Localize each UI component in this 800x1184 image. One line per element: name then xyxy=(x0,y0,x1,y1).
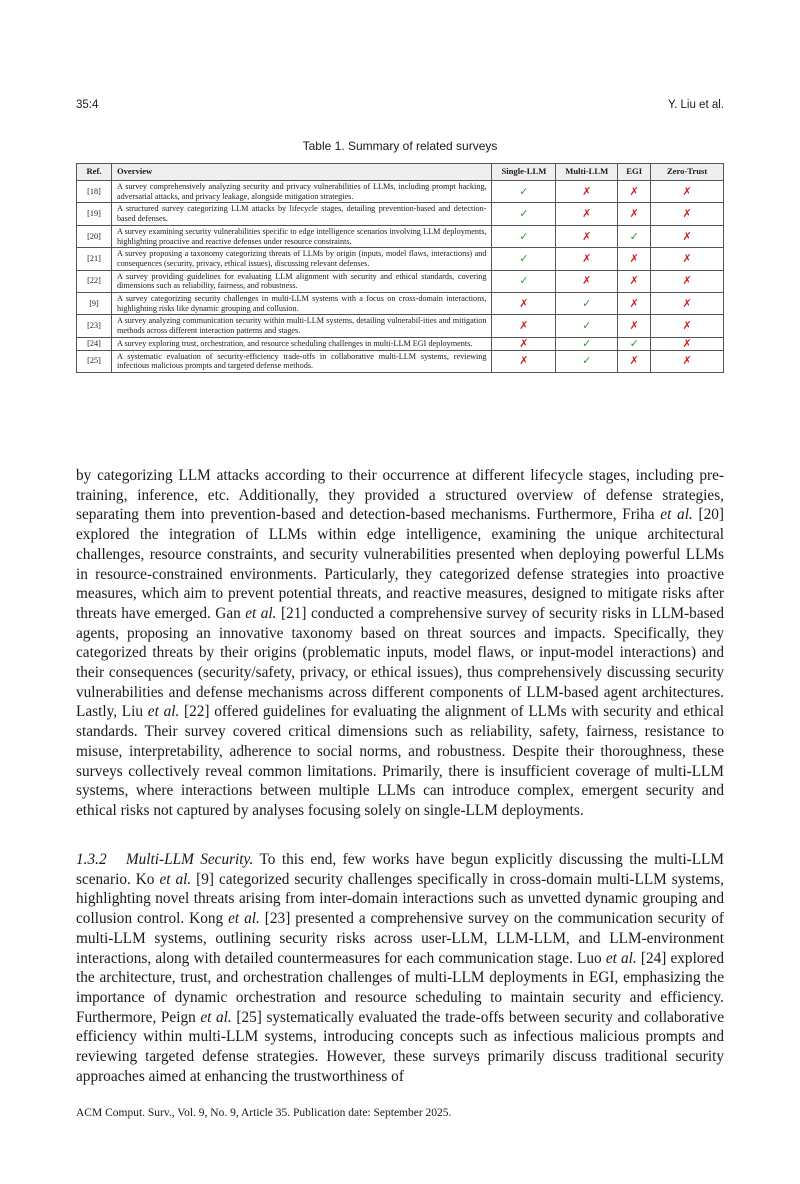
multi-llm-mark: ✗ xyxy=(556,270,618,292)
overview-cell: A survey providing guidelines for evaluating LLM alignment with security and ethical standards, covering dimensions such as reliability, fairness, and robustness. xyxy=(111,270,492,292)
ref-cell: [19] xyxy=(77,203,112,225)
et-al: et al. xyxy=(200,1008,232,1026)
multi-llm-mark: ✓ xyxy=(556,350,618,372)
page-footer: ACM Comput. Surv., Vol. 9, No. 9, Article 35. Publication date: September 2025. xyxy=(76,1107,452,1119)
paragraph-multi-llm-security xyxy=(76,850,724,1086)
egi-mark: ✗ xyxy=(618,293,651,315)
ref-cell: [25] xyxy=(77,350,112,372)
section-number: 1.3.2 xyxy=(76,851,107,868)
single-llm-mark: ✓ xyxy=(492,203,556,225)
table-row xyxy=(77,315,724,337)
table-row xyxy=(77,350,724,372)
egi-mark: ✗ xyxy=(618,248,651,270)
egi-mark: ✗ xyxy=(618,315,651,337)
header-overview: Overview xyxy=(111,164,492,181)
egi-mark: ✗ xyxy=(618,181,651,203)
single-llm-mark: ✗ xyxy=(492,293,556,315)
egi-mark: ✓ xyxy=(618,225,651,247)
single-llm-mark: ✗ xyxy=(492,350,556,372)
header-ref: Ref. xyxy=(77,164,112,181)
header-multi-llm: Multi-LLM xyxy=(556,164,618,181)
overview-cell: A survey analyzing communication security within multi-LLM systems, detailing vulnerabil-ities and mitigation methods across different interaction patterns and stages. xyxy=(111,315,492,337)
header-zero-trust: Zero-Trust xyxy=(651,164,724,181)
section-title: Multi-LLM Security. xyxy=(125,851,254,868)
ref-cell: [18] xyxy=(77,181,112,203)
text-run: [9] categorized security challenges specifically in cross-domain multi-LLM systems, highlighting novel threats arising from inter-domain interactions such as unvetted dynamic grouping and collusion control. Kong xyxy=(76,870,725,928)
table-row xyxy=(77,181,724,203)
single-llm-mark: ✓ xyxy=(492,225,556,247)
single-llm-mark: ✓ xyxy=(492,270,556,292)
egi-mark: ✗ xyxy=(618,270,651,292)
zero-trust-mark: ✗ xyxy=(651,225,724,247)
text-run: [25] systematically evaluated the trade-offs between security and collaborative efficiency within multi-LLM systems, introducing concepts such as infectious malicious prompts and reviewing targeted defense strategies. However, these surveys primarily discuss traditional security approaches aimed at enhancing the trustworthiness of xyxy=(76,1008,724,1085)
zero-trust-mark: ✗ xyxy=(651,270,724,292)
et-al: et al. xyxy=(159,870,192,888)
table-row xyxy=(77,337,724,350)
overview-cell: A survey categorizing security challenges in multi-LLM systems with a focus on cross-domain interactions, highlighting risks like dynamic grouping and collusion. xyxy=(111,293,492,315)
zero-trust-mark: ✗ xyxy=(651,293,724,315)
text-run: [21] conducted a comprehensive survey of security risks in LLM-based agents, proposing an innovative taxonomy based on threat sources and impacts. Specifically, they categorized threats by their origins (problematic inputs, model flaws, or input-model interactions) and their consequences (security/safety, privacy, or ethical issues), thus comprehensively discussing security vulnerabilities and defense mechanisms across different components of LLM-based agent architectures. Lastly, Liu xyxy=(76,604,724,721)
table-row xyxy=(77,248,724,270)
ref-cell: [9] xyxy=(77,293,112,315)
page-number: 35:4 xyxy=(76,99,99,111)
overview-cell: A systematic evaluation of security-efficiency trade-offs in collaborative multi-LLM systems, reviewing infectious malicious prompts and targeted defense methods. xyxy=(111,350,492,372)
egi-mark: ✓ xyxy=(618,337,651,350)
zero-trust-mark: ✗ xyxy=(651,350,724,372)
zero-trust-mark: ✗ xyxy=(651,337,724,350)
ref-cell: [21] xyxy=(77,248,112,270)
text-run: [24] explored the architecture, trust, and orchestration challenges of multi-LLM deployments in EGI, emphasizing the importance of dynamic orchestration and resource scheduling to maintain security and efficiency. Furthermore, Peign xyxy=(76,949,725,1026)
paragraph-single-llm-surveys xyxy=(76,466,724,821)
running-head-authors: Y. Liu et al. xyxy=(667,99,724,111)
table-header-row xyxy=(77,164,724,181)
overview-cell: A structured survey categorizing LLM attacks by lifecycle stages, detailing prevention-based and detection-based defenses. xyxy=(111,203,492,225)
table-row xyxy=(77,203,724,225)
egi-mark: ✗ xyxy=(618,203,651,225)
table-caption: Table 1. Summary of related surveys xyxy=(302,139,498,153)
table-row xyxy=(77,270,724,292)
et-al: et al. xyxy=(228,910,260,928)
table-body xyxy=(77,181,724,373)
header-single-llm: Single-LLM xyxy=(492,164,556,181)
multi-llm-mark: ✓ xyxy=(556,293,618,315)
zero-trust-mark: ✗ xyxy=(651,315,724,337)
overview-cell: A survey proposing a taxonomy categorizing threats of LLMs by origin (inputs, model flaws, interactions) and consequences (security, privacy, ethical issues), discussing relevant defenses. xyxy=(111,248,492,270)
egi-mark: ✗ xyxy=(618,350,651,372)
multi-llm-mark: ✓ xyxy=(556,315,618,337)
multi-llm-mark: ✓ xyxy=(556,337,618,350)
overview-cell: A survey exploring trust, orchestration, and resource scheduling challenges in multi-LLM EGI deployments. xyxy=(111,337,492,350)
header-egi: EGI xyxy=(618,164,651,181)
single-llm-mark: ✓ xyxy=(492,248,556,270)
text-run: [22] offered guidelines for evaluating the alignment of LLMs with security and ethical standards. Their survey covered critical dimensions such as reliability, safety, fairness, resistance to misuse, interpretability, adherence to social norms, and robustness. Despite their thoroughness, these surveys collectively reveal common limitations. Primarily, there is insufficient coverage of multi-LLM systems, where interactions between multiple LLMs can introduce complex, emergent security and ethical risks not captured by analyses focusing solely on single-LLM deployments. xyxy=(76,703,724,819)
table-row xyxy=(77,225,724,247)
ref-cell: [20] xyxy=(77,225,112,247)
single-llm-mark: ✓ xyxy=(492,181,556,203)
zero-trust-mark: ✗ xyxy=(651,203,724,225)
single-llm-mark: ✗ xyxy=(492,315,556,337)
table-row xyxy=(77,293,724,315)
multi-llm-mark: ✗ xyxy=(556,181,618,203)
single-llm-mark: ✗ xyxy=(492,337,556,350)
text-run: To this end, few works have begun explicitly discussing the multi-LLM scenario. Ko xyxy=(76,851,724,888)
multi-llm-mark: ✗ xyxy=(556,248,618,270)
ref-cell: [22] xyxy=(77,270,112,292)
text-run: by categorizing LLM attacks according to their occurrence at different lifecycle stages, including pre-training, inference, etc. Additionally, they provided a structured overview of defense strategies, separating them into prevention-based and detection-based mechanisms. Furthermore, Friha xyxy=(76,467,724,524)
multi-llm-mark: ✗ xyxy=(556,225,618,247)
text-run: [20] explored the integration of LLMs within edge intelligence, examining the unique architectural challenges, resource constraints, and security vulnerabilities presented when deploying powerful LLMs in resource-constrained environments. Particularly, they categorized defense strategies into proactive measures, which aim to prevent potential threats, and reactive measures, designed to mitigate risks after threats have emerged. Gan xyxy=(76,506,724,622)
et-al: et al. xyxy=(605,949,637,967)
text-run: [23] presented a comprehensive survey on the communication security of multi-LLM systems, outlining security risks across user-LLM, LLM-LLM, and LLM-environment interactions, along with detailed countermeasures for each communication stage. Luo xyxy=(76,910,724,967)
overview-cell: A survey examining security vulnerabilities specific to edge intelligence scenarios involving LLM deployments, highlighting proactive and reactive defenses under resource constraints. xyxy=(111,225,492,247)
et-al: et al. xyxy=(660,506,693,524)
related-surveys-table xyxy=(76,163,724,373)
zero-trust-mark: ✗ xyxy=(651,248,724,270)
zero-trust-mark: ✗ xyxy=(651,181,724,203)
et-al: et al. xyxy=(245,604,277,622)
overview-cell: A survey comprehensively analyzing security and privacy vulnerabilities of LLMs, including prompt hacking, adversarial attacks, and privacy leakage, alongside mitigation strategies. xyxy=(111,181,492,203)
multi-llm-mark: ✗ xyxy=(556,203,618,225)
ref-cell: [23] xyxy=(77,315,112,337)
et-al: et al. xyxy=(147,703,180,721)
running-head xyxy=(76,99,724,117)
ref-cell: [24] xyxy=(77,337,112,350)
